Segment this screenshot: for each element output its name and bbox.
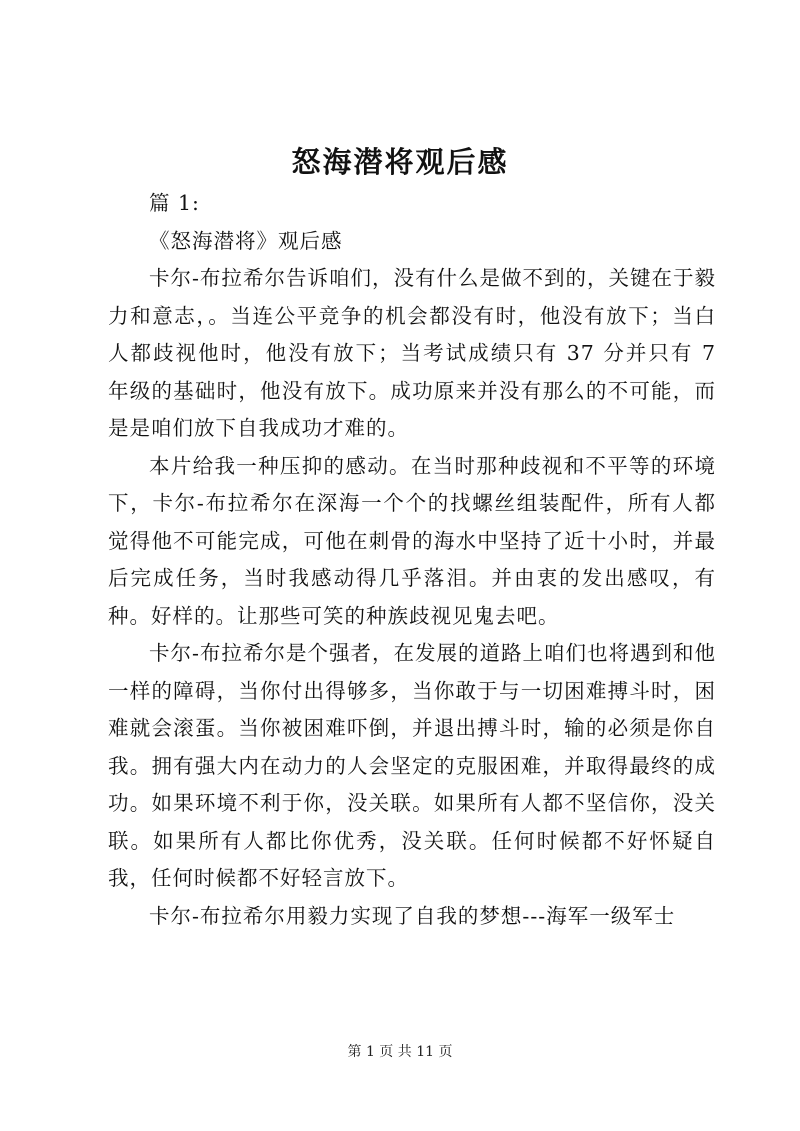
- paragraph: 卡尔-布拉希尔告诉咱们，没有什么是做不到的，关键在于毅力和意志，。当连公平竞争的机会都没有时，他没有放下；当白人都歧视他时，他没有放下；当考试成绩只有 37 分并只有 7 年级的基础时，他没有放下。成功原来并没有那么的不可能，而是是咱们放下自我成功才难的。: [108, 266, 716, 440]
- paragraph-subtitle: 《怒海潜将》观后感: [149, 228, 343, 253]
- paragraph-section-label: 篇 1:: [149, 191, 200, 215]
- document-title: 怒海潜将观后感: [291, 145, 509, 179]
- paragraph: 卡尔-布拉希尔是个强者，在发展的道路上咱们也将遇到和他一样的障碍，当你付出得够多，当你敢于与一切困难搏斗时，困难就会滚蛋。当你被困难吓倒，并退出搏斗时，输的必须是你自我。拥有强大内在动力的人会坚定的克服困难，并取得最终的成功。如果环境不利于你，没关联。如果所有人都不坚信你，没关联。如果所有人都比你优秀，没关联。任何时候都不好怀疑自我，任何时候都不好轻言放下。: [108, 641, 716, 890]
- paragraph: 本片给我一种压抑的感动。在当时那种歧视和不平等的环境下，卡尔-布拉希尔在深海一个个的找螺丝组装配件，所有人都觉得他不可能完成，可他在刺骨的海水中坚持了近十小时，并最后完成任务，当时我感动得几乎落泪。并由衷的发出感叹，有种。好样的。让那些可笑的种族歧视见鬼去吧。: [108, 453, 716, 628]
- page-footer: 第 1 页 共 11 页: [347, 1044, 453, 1060]
- paragraph: 卡尔-布拉希尔用毅力实现了自我的梦想---海军一级军士: [149, 903, 676, 928]
- document-body: [108, 185, 716, 935]
